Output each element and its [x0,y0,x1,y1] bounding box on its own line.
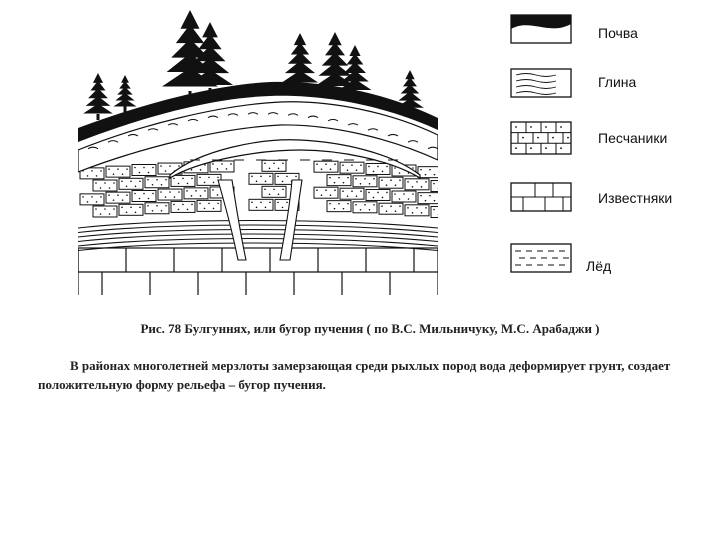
legend-swatch-clay [511,69,571,97]
legend-swatch-ice [511,244,571,272]
legend-swatch-soil [511,15,571,43]
laminated-layer [78,221,438,251]
legend-swatch-limestone [511,183,571,211]
legend-label-sandstone: Песчаники [598,130,668,146]
limestone-layer [78,248,438,296]
legend-label-limestone: Известняки [598,190,673,206]
legend-label-ice: Лёд [586,258,612,274]
legend-swatch-sandstone [511,122,571,154]
body-paragraph: В районах многолетней мерзлоты замерзающая среди рыхлых пород вода деформирует грунт, создает положительную форму рельефа – бугор пучения. [38,358,671,392]
figure-caption: Рис. 78 Булгуннях, или бугор пучения ( по В.С. Мильничуку, М.С. Арабаджи ) [140,321,600,336]
sandstone-layer [80,160,455,217]
legend-label-clay: Глина [598,74,637,90]
legend-label-soil: Почва [598,25,638,41]
